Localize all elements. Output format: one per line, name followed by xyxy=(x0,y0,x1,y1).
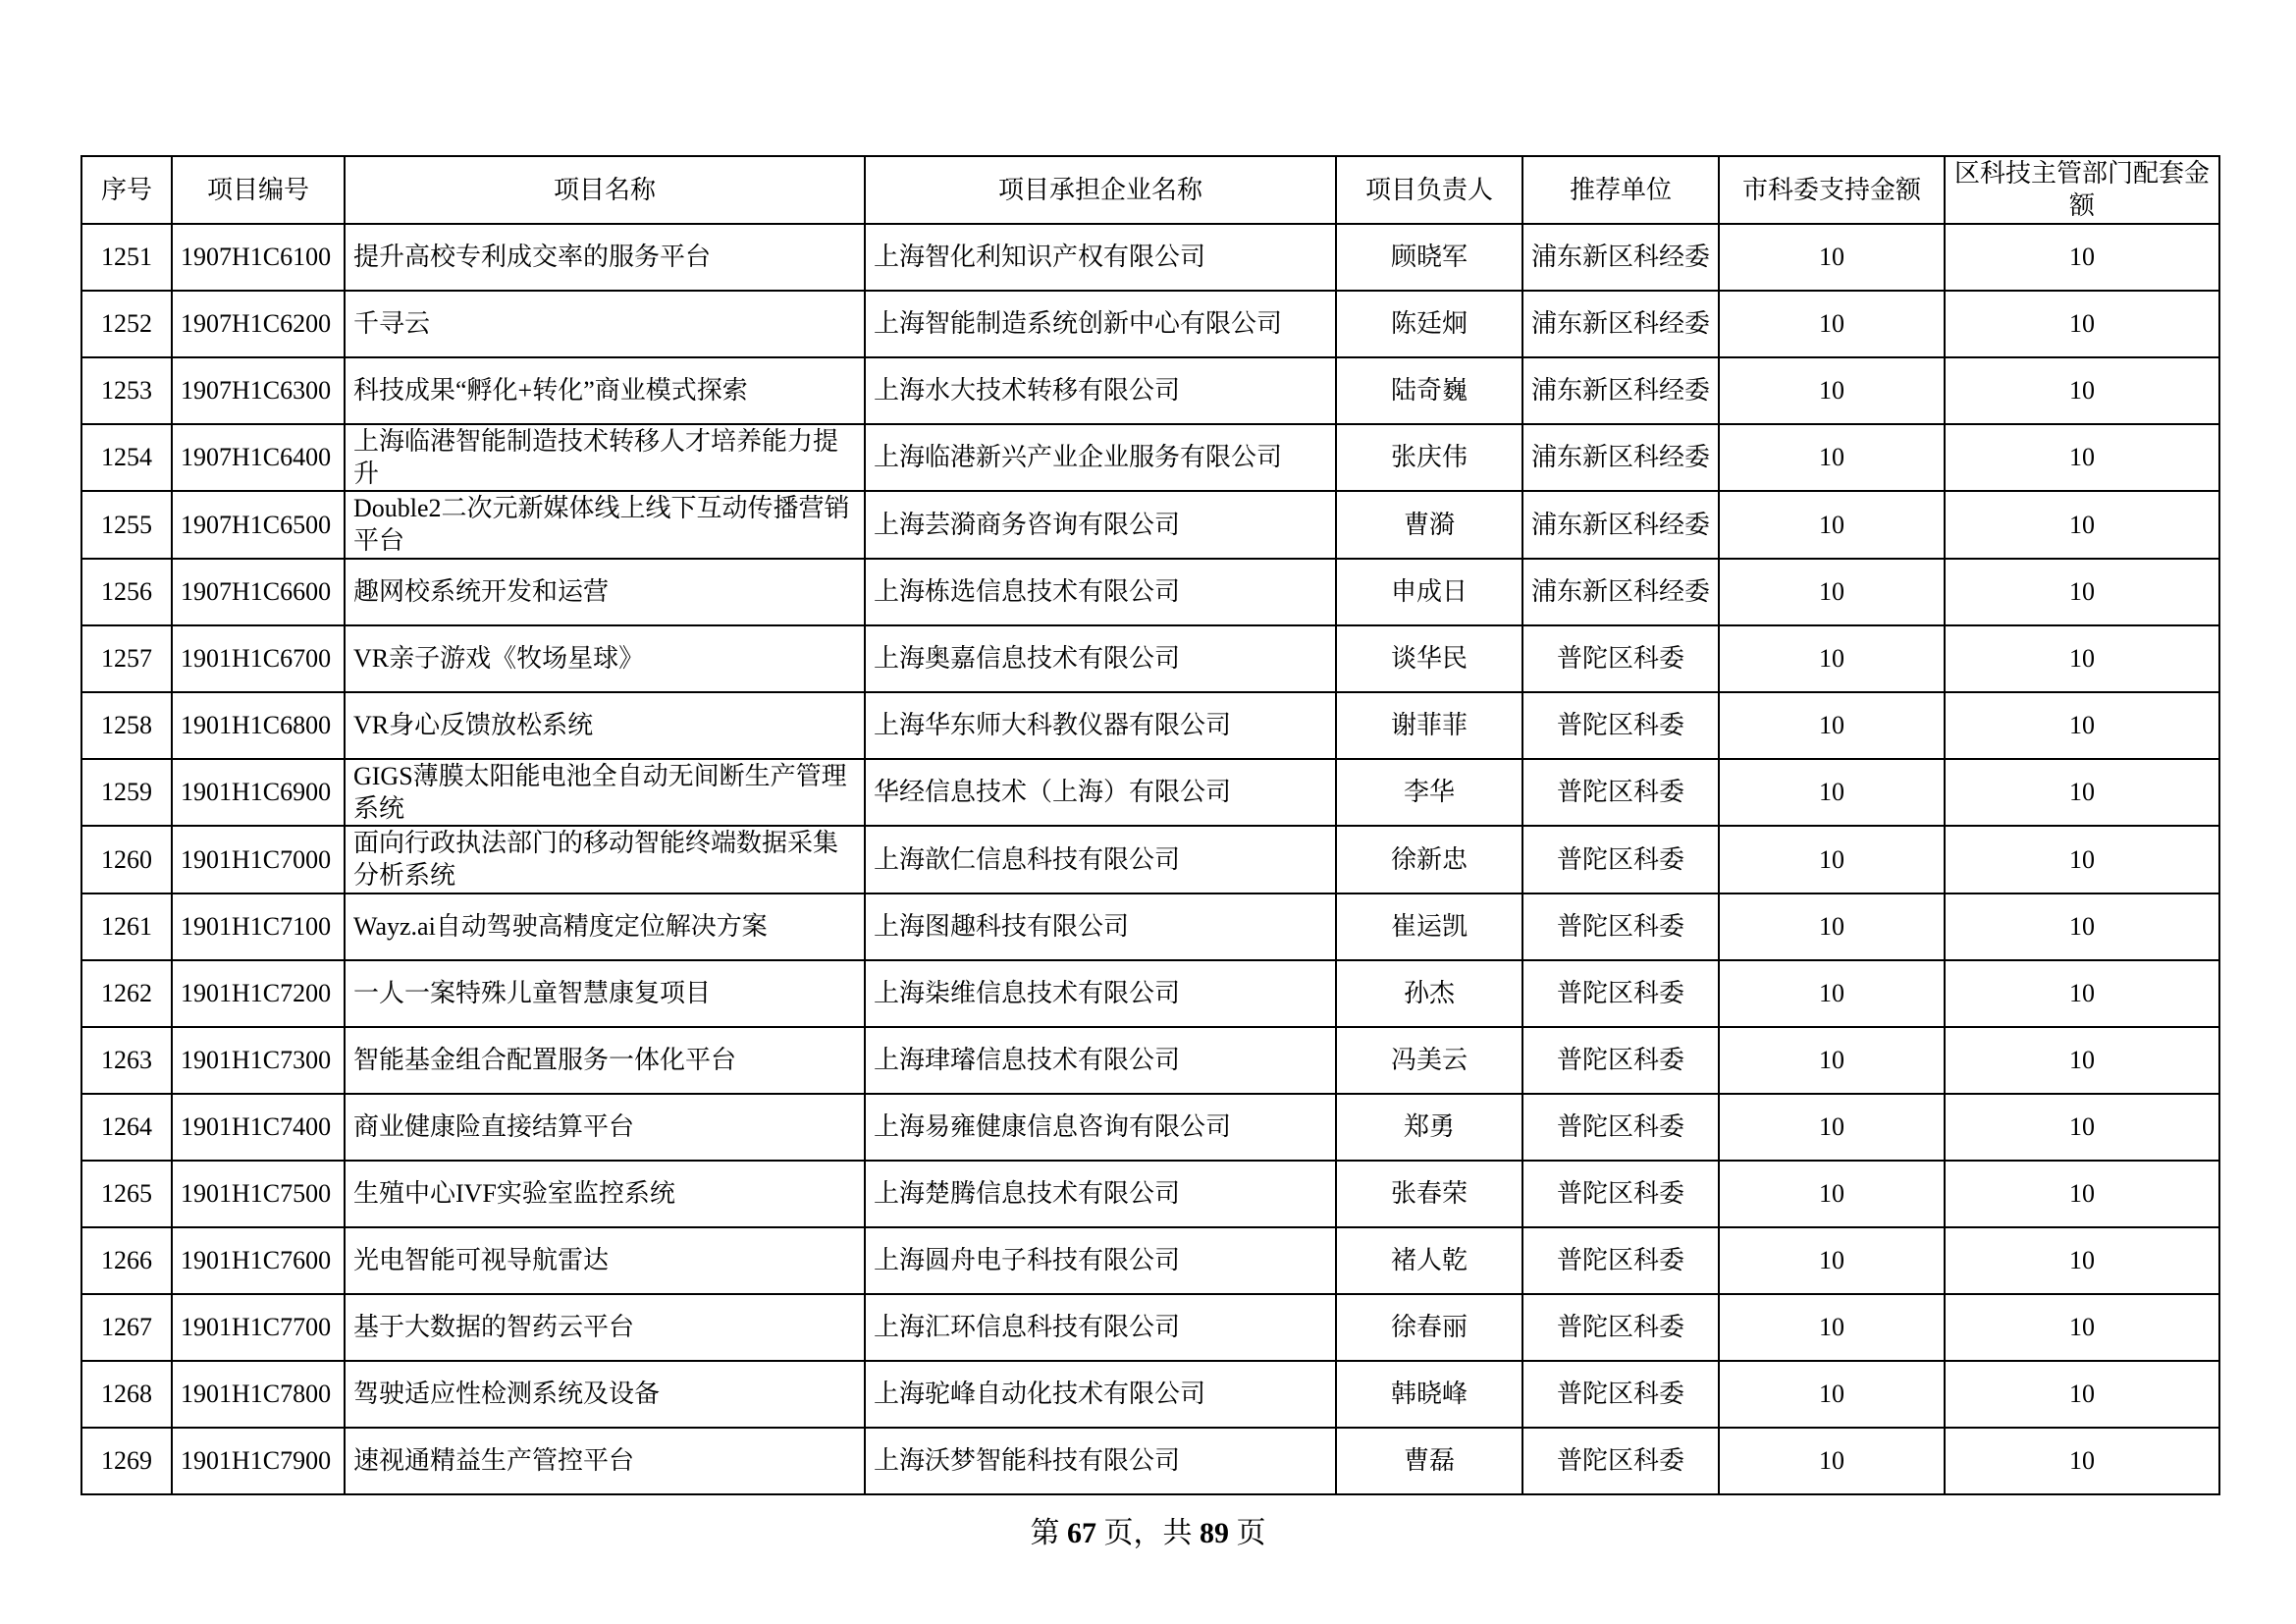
cell-company: 上海智化利知识产权有限公司 xyxy=(865,224,1336,291)
cell-district-funding: 10 xyxy=(1945,1227,2219,1294)
table-row xyxy=(81,692,2219,759)
cell-recommending-unit: 普陀区科委 xyxy=(1522,960,1719,1027)
cell-index: 1267 xyxy=(81,1294,172,1361)
page-footer xyxy=(0,1508,2296,1551)
table-row xyxy=(81,1161,2219,1227)
cell-district-funding: 10 xyxy=(1945,759,2219,827)
cell-recommending-unit: 普陀区科委 xyxy=(1522,1294,1719,1361)
cell-recommending-unit: 普陀区科委 xyxy=(1522,1227,1719,1294)
cell-project-code: 1901H1C7500 xyxy=(172,1161,345,1227)
column-header-leader: 项目负责人 xyxy=(1336,156,1522,224)
cell-district-funding: 10 xyxy=(1945,1027,2219,1094)
cell-company: 上海沃梦智能科技有限公司 xyxy=(865,1428,1336,1494)
cell-leader: 孙杰 xyxy=(1336,960,1522,1027)
table-row xyxy=(81,424,2219,492)
cell-index: 1258 xyxy=(81,692,172,759)
cell-company: 上海歆仁信息科技有限公司 xyxy=(865,826,1336,893)
cell-project-name: 智能基金组合配置服务一体化平台 xyxy=(345,1027,865,1094)
cell-project-name: 趣网校系统开发和运营 xyxy=(345,559,865,625)
column-header-city-funding: 市科委支持金额 xyxy=(1719,156,1945,224)
cell-index: 1268 xyxy=(81,1361,172,1428)
cell-city-funding: 10 xyxy=(1719,960,1945,1027)
table-row xyxy=(81,893,2219,960)
cell-recommending-unit: 普陀区科委 xyxy=(1522,1428,1719,1494)
cell-city-funding: 10 xyxy=(1719,224,1945,291)
cell-leader: 张庆伟 xyxy=(1336,424,1522,492)
cell-project-name: 商业健康险直接结算平台 xyxy=(345,1094,865,1161)
footer-suffix: 页 xyxy=(1236,1517,1266,1549)
cell-index: 1253 xyxy=(81,357,172,424)
cell-district-funding: 10 xyxy=(1945,357,2219,424)
cell-index: 1259 xyxy=(81,759,172,827)
cell-district-funding: 10 xyxy=(1945,1094,2219,1161)
cell-project-name: 生殖中心IVF实验室监控系统 xyxy=(345,1161,865,1227)
column-header-recommending-unit: 推荐单位 xyxy=(1522,156,1719,224)
cell-recommending-unit: 浦东新区科经委 xyxy=(1522,491,1719,559)
cell-district-funding: 10 xyxy=(1945,1161,2219,1227)
table-body xyxy=(81,224,2219,1494)
cell-city-funding: 10 xyxy=(1719,559,1945,625)
table-row xyxy=(81,559,2219,625)
table-row xyxy=(81,1094,2219,1161)
cell-district-funding: 10 xyxy=(1945,559,2219,625)
cell-leader: 崔运凯 xyxy=(1336,893,1522,960)
cell-district-funding: 10 xyxy=(1945,491,2219,559)
cell-company: 上海驼峰自动化技术有限公司 xyxy=(865,1361,1336,1428)
column-header-project-name: 项目名称 xyxy=(345,156,865,224)
cell-project-code: 1901H1C7100 xyxy=(172,893,345,960)
cell-project-code: 1901H1C7000 xyxy=(172,826,345,893)
cell-project-name: 光电智能可视导航雷达 xyxy=(345,1227,865,1294)
cell-city-funding: 10 xyxy=(1719,291,1945,357)
cell-index: 1257 xyxy=(81,625,172,692)
cell-project-name: Double2二次元新媒体线上线下互动传播营销平台 xyxy=(345,491,865,559)
cell-project-name: 速视通精益生产管控平台 xyxy=(345,1428,865,1494)
cell-project-code: 1907H1C6300 xyxy=(172,357,345,424)
table-row xyxy=(81,759,2219,827)
table-row xyxy=(81,357,2219,424)
cell-district-funding: 10 xyxy=(1945,1361,2219,1428)
cell-district-funding: 10 xyxy=(1945,960,2219,1027)
cell-leader: 陆奇巍 xyxy=(1336,357,1522,424)
table-row xyxy=(81,1027,2219,1094)
cell-city-funding: 10 xyxy=(1719,1227,1945,1294)
cell-project-name: 提升高校专利成交率的服务平台 xyxy=(345,224,865,291)
cell-index: 1255 xyxy=(81,491,172,559)
cell-project-code: 1901H1C7600 xyxy=(172,1227,345,1294)
cell-recommending-unit: 普陀区科委 xyxy=(1522,893,1719,960)
cell-project-code: 1901H1C7800 xyxy=(172,1361,345,1428)
cell-recommending-unit: 普陀区科委 xyxy=(1522,1027,1719,1094)
cell-company: 上海芸漪商务咨询有限公司 xyxy=(865,491,1336,559)
cell-index: 1269 xyxy=(81,1428,172,1494)
cell-project-code: 1907H1C6400 xyxy=(172,424,345,492)
cell-project-name: GIGS薄膜太阳能电池全自动无间断生产管理系统 xyxy=(345,759,865,827)
cell-index: 1264 xyxy=(81,1094,172,1161)
cell-index: 1266 xyxy=(81,1227,172,1294)
cell-recommending-unit: 普陀区科委 xyxy=(1522,1161,1719,1227)
column-header-index: 序号 xyxy=(81,156,172,224)
table-row xyxy=(81,1227,2219,1294)
cell-index: 1260 xyxy=(81,826,172,893)
cell-company: 上海奥嘉信息技术有限公司 xyxy=(865,625,1336,692)
cell-leader: 申成日 xyxy=(1336,559,1522,625)
cell-project-code: 1901H1C6700 xyxy=(172,625,345,692)
cell-project-name: 科技成果“孵化+转化”商业模式探索 xyxy=(345,357,865,424)
cell-project-name: 上海临港智能制造技术转移人才培养能力提升 xyxy=(345,424,865,492)
table-header-row xyxy=(81,156,2219,224)
cell-project-code: 1907H1C6200 xyxy=(172,291,345,357)
cell-project-code: 1907H1C6600 xyxy=(172,559,345,625)
cell-index: 1261 xyxy=(81,893,172,960)
cell-project-name: 一人一案特殊儿童智慧康复项目 xyxy=(345,960,865,1027)
footer-prefix: 第 xyxy=(1030,1517,1060,1549)
table-header xyxy=(81,156,2219,224)
cell-leader: 陈廷炯 xyxy=(1336,291,1522,357)
cell-city-funding: 10 xyxy=(1719,759,1945,827)
cell-index: 1256 xyxy=(81,559,172,625)
cell-company: 上海智能制造系统创新中心有限公司 xyxy=(865,291,1336,357)
cell-leader: 冯美云 xyxy=(1336,1027,1522,1094)
cell-city-funding: 10 xyxy=(1719,1361,1945,1428)
cell-project-name: VR亲子游戏《牧场星球》 xyxy=(345,625,865,692)
cell-recommending-unit: 普陀区科委 xyxy=(1522,1094,1719,1161)
cell-leader: 曹磊 xyxy=(1336,1428,1522,1494)
cell-leader: 徐春丽 xyxy=(1336,1294,1522,1361)
cell-company: 上海栋选信息技术有限公司 xyxy=(865,559,1336,625)
cell-company: 上海临港新兴产业企业服务有限公司 xyxy=(865,424,1336,492)
cell-project-code: 1901H1C7700 xyxy=(172,1294,345,1361)
cell-recommending-unit: 普陀区科委 xyxy=(1522,692,1719,759)
cell-index: 1254 xyxy=(81,424,172,492)
table-row xyxy=(81,491,2219,559)
cell-leader: 韩晓峰 xyxy=(1336,1361,1522,1428)
cell-district-funding: 10 xyxy=(1945,692,2219,759)
table-row xyxy=(81,1428,2219,1494)
cell-city-funding: 10 xyxy=(1719,625,1945,692)
cell-company: 上海楚腾信息技术有限公司 xyxy=(865,1161,1336,1227)
cell-company: 上海珒璿信息技术有限公司 xyxy=(865,1027,1336,1094)
table-row xyxy=(81,1361,2219,1428)
cell-project-code: 1901H1C6800 xyxy=(172,692,345,759)
cell-project-code: 1901H1C7200 xyxy=(172,960,345,1027)
cell-district-funding: 10 xyxy=(1945,893,2219,960)
cell-index: 1262 xyxy=(81,960,172,1027)
cell-company: 上海汇环信息科技有限公司 xyxy=(865,1294,1336,1361)
cell-company: 上海易雍健康信息咨询有限公司 xyxy=(865,1094,1336,1161)
cell-leader: 谈华民 xyxy=(1336,625,1522,692)
cell-project-code: 1901H1C7300 xyxy=(172,1027,345,1094)
cell-project-code: 1907H1C6500 xyxy=(172,491,345,559)
column-header-company: 项目承担企业名称 xyxy=(865,156,1336,224)
cell-leader: 徐新忠 xyxy=(1336,826,1522,893)
cell-company: 上海柒维信息技术有限公司 xyxy=(865,960,1336,1027)
cell-project-name: 基于大数据的智药云平台 xyxy=(345,1294,865,1361)
project-table-container xyxy=(80,155,2218,1495)
project-table xyxy=(80,155,2220,1495)
cell-company: 上海图趣科技有限公司 xyxy=(865,893,1336,960)
cell-leader: 郑勇 xyxy=(1336,1094,1522,1161)
cell-project-name: 千寻云 xyxy=(345,291,865,357)
table-row xyxy=(81,224,2219,291)
cell-recommending-unit: 普陀区科委 xyxy=(1522,1361,1719,1428)
cell-leader: 顾晓军 xyxy=(1336,224,1522,291)
cell-recommending-unit: 浦东新区科经委 xyxy=(1522,357,1719,424)
cell-city-funding: 10 xyxy=(1719,424,1945,492)
footer-total-pages: 89 xyxy=(1200,1517,1229,1549)
cell-city-funding: 10 xyxy=(1719,357,1945,424)
cell-district-funding: 10 xyxy=(1945,1428,2219,1494)
cell-project-code: 1907H1C6100 xyxy=(172,224,345,291)
column-header-district-funding: 区科技主管部门配套金额 xyxy=(1945,156,2219,224)
cell-leader: 谢菲菲 xyxy=(1336,692,1522,759)
cell-recommending-unit: 浦东新区科经委 xyxy=(1522,559,1719,625)
cell-leader: 李华 xyxy=(1336,759,1522,827)
cell-district-funding: 10 xyxy=(1945,291,2219,357)
footer-middle: 页，共 xyxy=(1103,1517,1193,1549)
cell-recommending-unit: 普陀区科委 xyxy=(1522,625,1719,692)
cell-index: 1263 xyxy=(81,1027,172,1094)
cell-index: 1252 xyxy=(81,291,172,357)
table-row xyxy=(81,960,2219,1027)
cell-project-name: Wayz.ai自动驾驶高精度定位解决方案 xyxy=(345,893,865,960)
cell-city-funding: 10 xyxy=(1719,1428,1945,1494)
cell-company: 上海华东师大科教仪器有限公司 xyxy=(865,692,1336,759)
cell-city-funding: 10 xyxy=(1719,692,1945,759)
cell-project-code: 1901H1C6900 xyxy=(172,759,345,827)
cell-recommending-unit: 浦东新区科经委 xyxy=(1522,291,1719,357)
cell-index: 1251 xyxy=(81,224,172,291)
cell-city-funding: 10 xyxy=(1719,1161,1945,1227)
cell-recommending-unit: 普陀区科委 xyxy=(1522,759,1719,827)
cell-recommending-unit: 浦东新区科经委 xyxy=(1522,224,1719,291)
cell-district-funding: 10 xyxy=(1945,826,2219,893)
cell-company: 上海水大技术转移有限公司 xyxy=(865,357,1336,424)
cell-district-funding: 10 xyxy=(1945,224,2219,291)
cell-company: 华经信息技术（上海）有限公司 xyxy=(865,759,1336,827)
footer-page-number: 67 xyxy=(1067,1517,1096,1549)
cell-recommending-unit: 普陀区科委 xyxy=(1522,826,1719,893)
cell-city-funding: 10 xyxy=(1719,1027,1945,1094)
cell-recommending-unit: 浦东新区科经委 xyxy=(1522,424,1719,492)
cell-district-funding: 10 xyxy=(1945,625,2219,692)
cell-city-funding: 10 xyxy=(1719,1094,1945,1161)
cell-city-funding: 10 xyxy=(1719,826,1945,893)
cell-district-funding: 10 xyxy=(1945,1294,2219,1361)
cell-city-funding: 10 xyxy=(1719,1294,1945,1361)
cell-district-funding: 10 xyxy=(1945,424,2219,492)
column-header-project-code: 项目编号 xyxy=(172,156,345,224)
cell-project-name: VR身心反馈放松系统 xyxy=(345,692,865,759)
cell-leader: 褚人乾 xyxy=(1336,1227,1522,1294)
cell-leader: 曹漪 xyxy=(1336,491,1522,559)
cell-project-name: 驾驶适应性检测系统及设备 xyxy=(345,1361,865,1428)
cell-company: 上海圆舟电子科技有限公司 xyxy=(865,1227,1336,1294)
cell-leader: 张春荣 xyxy=(1336,1161,1522,1227)
cell-project-code: 1901H1C7400 xyxy=(172,1094,345,1161)
table-row xyxy=(81,291,2219,357)
table-row xyxy=(81,826,2219,893)
cell-city-funding: 10 xyxy=(1719,893,1945,960)
table-row xyxy=(81,625,2219,692)
cell-project-code: 1901H1C7900 xyxy=(172,1428,345,1494)
table-row xyxy=(81,1294,2219,1361)
cell-city-funding: 10 xyxy=(1719,491,1945,559)
cell-project-name: 面向行政执法部门的移动智能终端数据采集分析系统 xyxy=(345,826,865,893)
cell-index: 1265 xyxy=(81,1161,172,1227)
